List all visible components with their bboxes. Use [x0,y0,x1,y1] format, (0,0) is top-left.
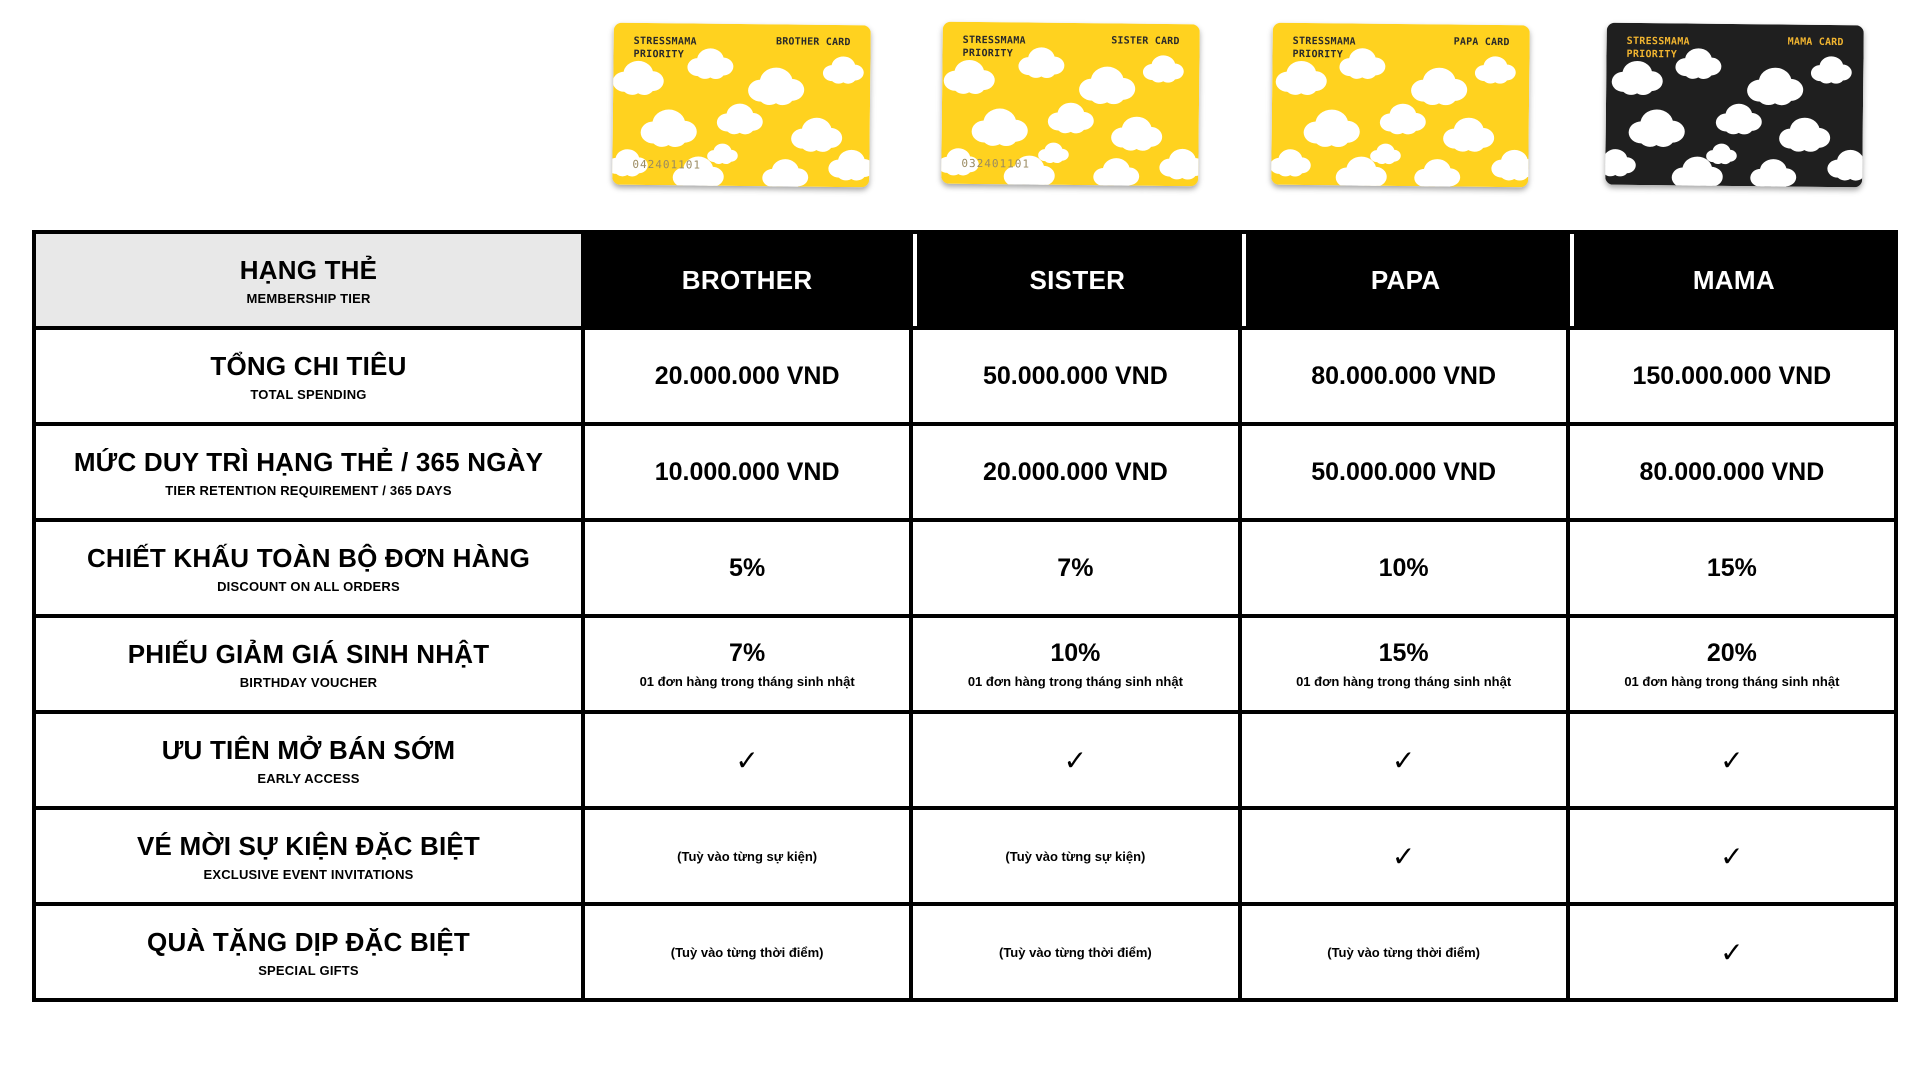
table-cell [1242,906,1566,998]
cell-value: 15% [1706,553,1757,582]
row-label [36,522,581,614]
cell-value: 80.000.000 VND [1311,361,1497,390]
row-label [36,426,581,518]
table-cell [1570,330,1894,422]
table-cell [913,426,1237,518]
cell-value: 5% [729,553,766,582]
checkmark-icon: ✓ [1720,743,1744,777]
tier-name: BROTHER [681,264,813,295]
cell-value-note: 01 đơn hàng trong tháng sinh nhật [1624,674,1840,689]
card-brand: STRESSMAMA PRIORITY [633,35,697,61]
cell-value: 50.000.000 VND [982,361,1168,390]
checkmark-icon: ✓ [735,743,759,777]
table-cell [1242,618,1566,710]
table-cell [585,426,909,518]
tier-header-mama [1570,234,1894,326]
cell-value: 150.000.000 VND [1632,361,1832,390]
row-label-main: VÉ MỜI SỰ KIỆN ĐẶC BIỆT [136,830,481,861]
table-cell [585,522,909,614]
corner-subtitle: MEMBERSHIP TIER [246,290,371,306]
tier-header-sister [913,234,1237,326]
checkmark-icon: ✓ [1720,839,1744,873]
membership-tier-table [32,230,1898,1002]
cell-note: (Tuỳ vào từng thời điểm) [1327,944,1480,960]
table-cell [1242,810,1566,902]
tier-name: PAPA [1370,264,1441,295]
cell-value-note: 01 đơn hàng trong tháng sinh nhật [639,674,855,689]
papa-card-image [1271,23,1530,188]
cell-value: 7% [1057,553,1094,582]
mama-card-image [1605,23,1864,188]
row-label [36,810,581,902]
table-cell [913,714,1237,806]
row-label [36,330,581,422]
table-cell [1570,810,1894,902]
table-cell [1242,426,1566,518]
row-label-main: ƯU TIÊN MỞ BÁN SỚM [161,734,456,765]
tier-header-brother [585,234,909,326]
table-cell [913,522,1237,614]
row-label-sub: BIRTHDAY VOUCHER [239,674,378,690]
table-cell [1242,714,1566,806]
cell-value: 7% [729,639,766,667]
membership-cards [0,0,1920,200]
table-cell [585,810,909,902]
row-label-main: PHIẾU GIẢM GIÁ SINH NHẬT [127,638,490,669]
corner-title: HẠNG THẺ [239,254,378,285]
table-cell [913,810,1237,902]
card-name: SISTER CARD [1111,35,1180,48]
checkmark-icon: ✓ [1391,839,1416,873]
card-brand: STRESSMAMA PRIORITY [962,34,1026,60]
cell-value-note: 01 đơn hàng trong tháng sinh nhật [967,674,1183,689]
table-cell [913,906,1237,998]
row-label [36,906,581,998]
checkmark-icon: ✓ [1720,935,1744,969]
tier-name: MAMA [1692,264,1775,295]
row-label-main: CHIẾT KHẤU TOÀN BỘ ĐƠN HÀNG [86,542,531,573]
cell-note: (Tuỳ vào từng sự kiện) [677,848,818,864]
table-cell [1570,426,1894,518]
checkmark-icon: ✓ [1063,743,1088,777]
table-cell [585,618,909,710]
table-cell [585,906,909,998]
cell-value: 15% [1378,639,1429,667]
table-cell [1242,522,1566,614]
cell-value: 20.000.000 VND [982,457,1168,486]
checkmark-icon: ✓ [1391,743,1416,777]
card-brand: STRESSMAMA PRIORITY [1626,35,1690,61]
row-label-main: TỔNG CHI TIÊU [210,350,407,381]
table-cell [1570,906,1894,998]
cell-value: 20.000.000 VND [654,361,840,390]
cell-value: 10% [1050,639,1101,667]
row-label-sub: TIER RETENTION REQUIREMENT / 365 DAYS [165,482,452,498]
table-cell [913,330,1237,422]
row-label-sub: EXCLUSIVE EVENT INVITATIONS [203,866,414,882]
row-label-sub: SPECIAL GIFTS [258,962,359,978]
card-name: BROTHER CARD [775,36,851,49]
card-name: PAPA CARD [1453,36,1510,49]
tier-header-papa [1242,234,1566,326]
row-label-sub: DISCOUNT ON ALL ORDERS [217,578,400,594]
row-label-main: MỨC DUY TRÌ HẠNG THẺ / 365 NGÀY [73,446,544,477]
cell-value-note: 01 đơn hàng trong tháng sinh nhật [1296,674,1512,689]
card-brand: STRESSMAMA PRIORITY [1292,35,1356,61]
cell-note: (Tuỳ vào từng thời điểm) [670,944,824,960]
table-cell [913,618,1237,710]
sister-card-image [941,22,1200,187]
card-number: 032401101 [961,156,1031,171]
table-cell [1242,330,1566,422]
cell-value: 10% [1378,553,1429,582]
cell-value: 50.000.000 VND [1311,457,1497,486]
cell-note: (Tuỳ vào từng sự kiện) [1005,848,1146,864]
cell-value: 20% [1706,639,1757,667]
brother-card-image [612,23,871,188]
table-cell [585,714,909,806]
table-corner-cell [36,234,581,326]
row-label [36,714,581,806]
table-cell [585,330,909,422]
table-cell [1570,522,1894,614]
cell-value: 10.000.000 VND [654,457,840,486]
tier-name: SISTER [1029,264,1126,295]
row-label [36,618,581,710]
row-label-sub: TOTAL SPENDING [250,386,367,402]
table-cell [1570,714,1894,806]
cell-note: (Tuỳ vào từng thời điểm) [999,944,1152,960]
card-name: MAMA CARD [1787,36,1844,49]
row-label-main: QUÀ TẶNG DỊP ĐẶC BIỆT [147,926,470,957]
card-number: 042401101 [632,157,702,172]
table-cell [1570,618,1894,710]
cell-value: 80.000.000 VND [1639,457,1825,486]
row-label-sub: EARLY ACCESS [257,770,360,786]
